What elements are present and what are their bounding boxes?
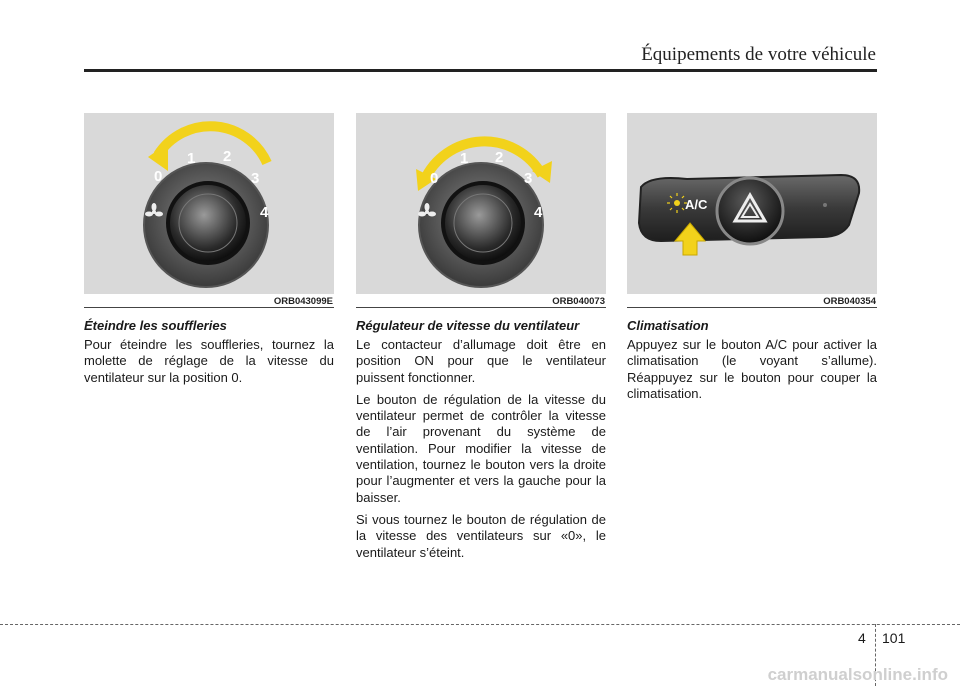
dial-label: 3	[524, 170, 533, 187]
column-fan-off	[84, 113, 334, 392]
figure-rule	[356, 307, 606, 308]
dial-label: 0	[430, 170, 439, 187]
page-number: 101	[882, 630, 906, 646]
section-heading: Régulateur de vitesse du ventilateur	[356, 318, 580, 333]
figure-fan-dial-off	[84, 113, 334, 294]
dial-label: 1	[187, 150, 196, 167]
header-rule	[84, 69, 877, 72]
section-heading: Climatisation	[627, 318, 709, 333]
hazard-button	[717, 178, 783, 244]
chapter-number: 4	[858, 630, 866, 646]
page-header-title: Équipements de votre véhicule	[641, 44, 876, 65]
figure-code: ORB040354	[823, 296, 876, 307]
column-fan-speed	[356, 113, 606, 567]
figure-rule	[627, 307, 877, 308]
body-paragraph: Le bouton de régulation de la vitesse du ventilateur permet de contrôler la vitesse de l’air provenant du système de ventilation. Pour modifier la vitesse de ventilation, tournez le bouton vers la droite pour l’augmenter et vers la gauche pour la baisser.	[356, 391, 606, 505]
dial-label: 3	[251, 170, 260, 187]
ac-panel-illustration	[627, 113, 877, 294]
figure-ac-panel	[627, 113, 877, 294]
figure-fan-dial-speed	[356, 113, 606, 294]
dial-label: 0	[154, 168, 163, 185]
section-heading: Éteindre les souffleries	[84, 318, 227, 333]
body-paragraph: Si vous tournez le bouton de régulation de la vitesse des ventilateurs sur «0», le ventilateur s’éteint.	[356, 511, 606, 560]
column-air-conditioning	[627, 113, 877, 408]
dial-knob	[443, 183, 523, 263]
dial-label: 1	[460, 150, 469, 167]
figure-code: ORB043099E	[273, 296, 333, 307]
dial-knob	[168, 183, 248, 263]
rotation-arrow	[158, 126, 267, 163]
body-paragraph: Le contacteur d’allumage doit être en position ON pour que le ventilateur puissent fonctionner.	[356, 337, 606, 385]
body-paragraph: Pour éteindre les souffleries, tournez la molette de réglage de la vitesse du ventilateur sur la position 0.	[84, 337, 334, 385]
ac-button-label: A/C	[685, 197, 708, 212]
fan-dial-illustration	[356, 113, 606, 294]
body-paragraph: Appuyez sur le bouton A/C pour activer la climatisation (le voyant s’allume). Réappuyez sur le bouton pour couper la climatisation.	[627, 337, 877, 401]
fan-dial-illustration	[84, 113, 334, 294]
watermark: carmanualsonline.info	[767, 665, 948, 684]
figure-code: ORB040073	[552, 296, 605, 307]
dial-label: 2	[495, 149, 504, 166]
indicator-dot	[823, 203, 827, 207]
dial-label: 2	[223, 148, 232, 165]
dial-label: 4	[534, 204, 543, 221]
figure-rule	[84, 307, 334, 308]
footer-rule	[0, 624, 960, 625]
dial-label: 4	[260, 204, 269, 221]
ac-indicator-light	[667, 193, 687, 213]
